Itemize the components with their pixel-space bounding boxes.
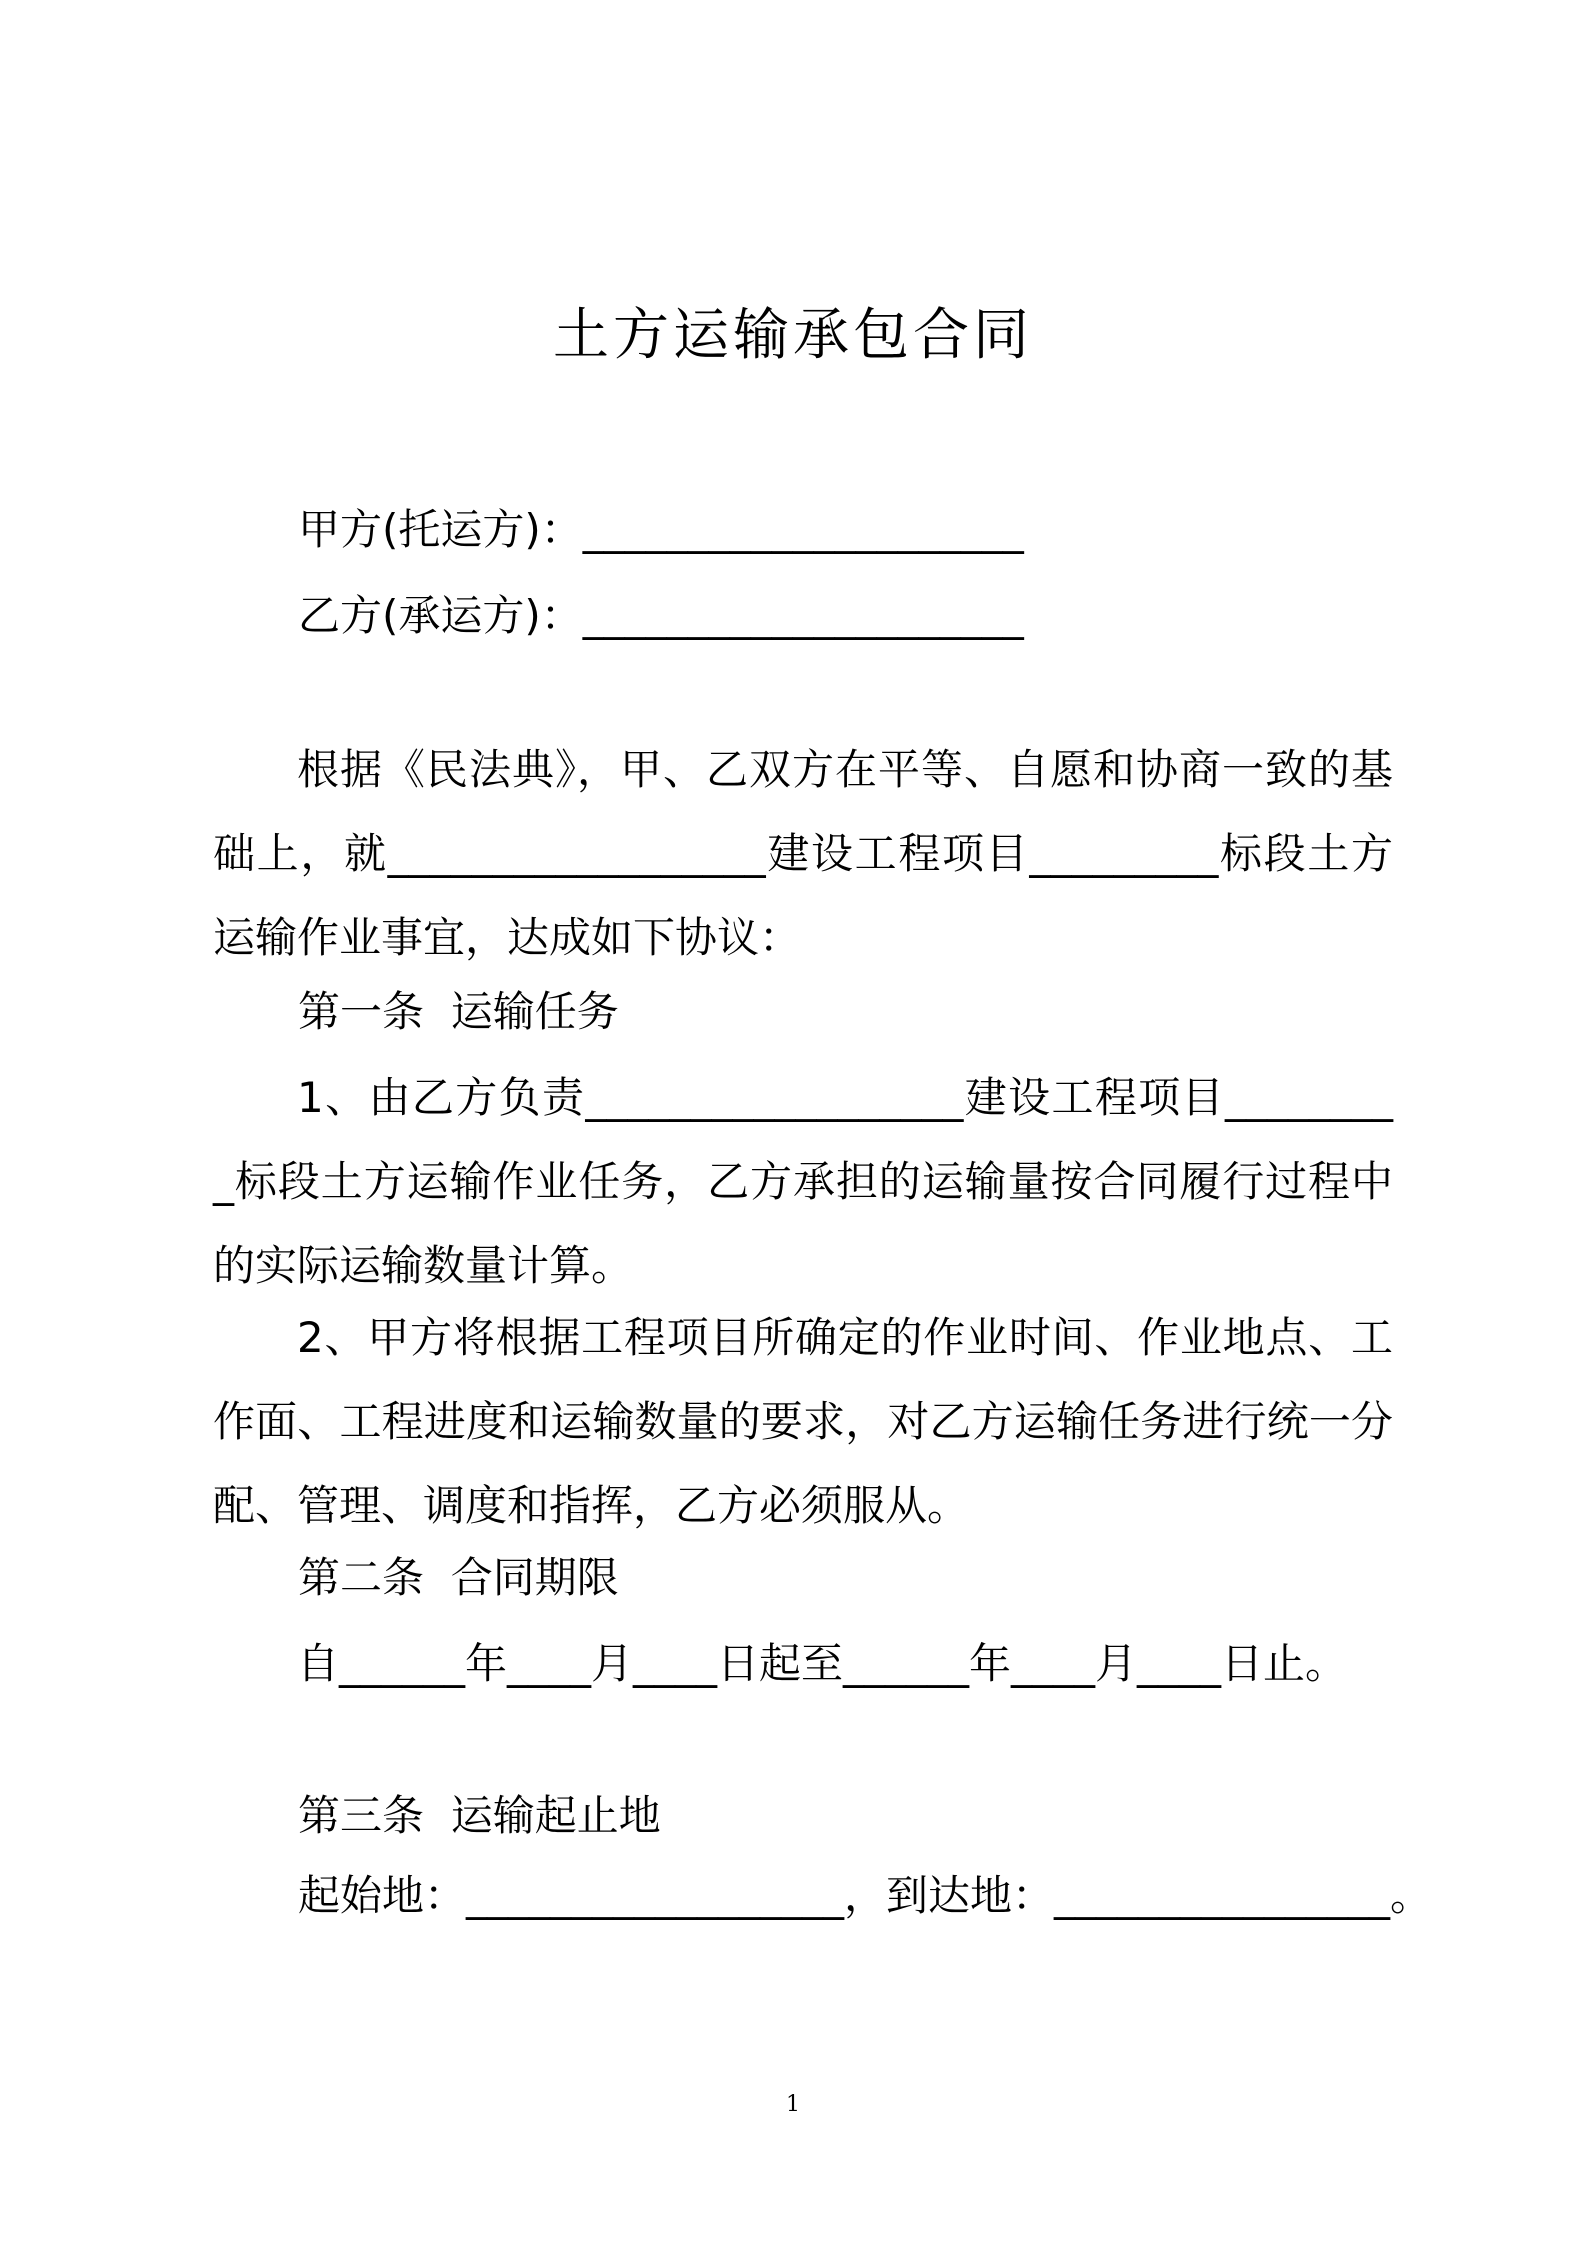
article-1-clause-1: 1、由乙方负责__________________建设工程项目_________标段土方运输作业任务，乙方承担的运输量按合同履行过程中的实际运输数量计算。 xyxy=(213,1073,1393,1290)
page-number: 1 xyxy=(786,2092,800,2117)
article-3-heading: 第三条 运输起止地 xyxy=(298,1791,661,1840)
article-2-term: 自______年____月____日起至______年____月____日止。 xyxy=(297,1639,1348,1688)
document-title: 土方运输承包合同 xyxy=(553,303,1033,368)
article-3-locations: 起始地：__________________，到达地：________________。 xyxy=(298,1871,1433,1920)
party-a-line: 甲方(托运方)：_____________________ xyxy=(298,505,1024,554)
article-1-heading: 第一条 运输任务 xyxy=(298,987,619,1036)
preamble-paragraph: 根据《民法典》，甲、乙双方在平等、自愿和协商一致的基础上，就__________________建设工程项目_________标段土方运输作业事宜，达成如下协议： xyxy=(213,745,1393,962)
article-2-heading: 第二条 合同期限 xyxy=(298,1553,619,1602)
article-1-clause-2: 2、甲方将根据工程项目所确定的作业时间、作业地点、工作面、工程进度和运输数量的要求，对乙方运输任务进行统一分配、管理、调度和指挥，乙方必须服从。 xyxy=(213,1313,1393,1530)
party-b-line: 乙方(承运方)：_____________________ xyxy=(298,591,1024,640)
